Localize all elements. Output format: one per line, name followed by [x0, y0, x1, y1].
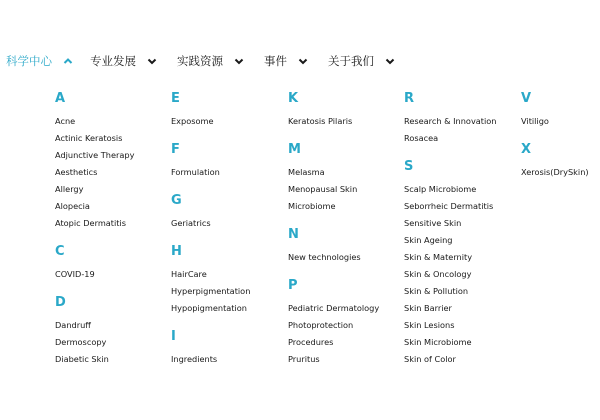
term-link[interactable]: Pruritus: [288, 354, 320, 364]
term-link[interactable]: Hypopigmentation: [171, 303, 247, 313]
term-link[interactable]: Seborrheic Dermatitis: [404, 201, 494, 211]
term-link[interactable]: Hyperpigmentation: [171, 286, 251, 296]
letter-heading: M: [288, 142, 301, 157]
letter-heading: I: [171, 329, 176, 344]
nav-item-label: 关于我们: [328, 54, 374, 68]
term-link[interactable]: Skin Lesions: [404, 320, 455, 330]
term-link[interactable]: Exposome: [171, 116, 214, 126]
letter-heading: D: [55, 295, 66, 310]
letter-heading: N: [288, 227, 299, 242]
letter-group: [55, 91, 134, 232]
term-link[interactable]: Skin Barrier: [404, 303, 452, 313]
term-link[interactable]: Melasma: [288, 167, 325, 177]
nav-item-about-us[interactable]: [328, 54, 395, 68]
nav-item-label: 科学中心: [6, 54, 52, 68]
letter-heading: E: [171, 91, 180, 106]
letter-heading: G: [171, 193, 182, 208]
glossary-column: [404, 91, 497, 368]
letter-group: [288, 142, 379, 215]
term-link[interactable]: Keratosis Pilaris: [288, 116, 353, 126]
chevron-down-icon: [298, 56, 308, 66]
glossary-column: [521, 91, 589, 181]
letter-group: [171, 91, 250, 130]
letter-heading: K: [288, 91, 299, 106]
term-link[interactable]: Formulation: [171, 167, 220, 177]
term-link[interactable]: Allergy: [55, 184, 84, 194]
term-link[interactable]: Aesthetics: [55, 167, 98, 177]
term-link[interactable]: Pediatric Dermatology: [288, 303, 380, 313]
glossary-column: [55, 91, 134, 368]
term-link[interactable]: HairCare: [171, 269, 207, 279]
chevron-down-icon: [147, 56, 157, 66]
glossary-column: [171, 91, 250, 368]
term-link[interactable]: Sensitive Skin: [404, 218, 462, 228]
nav-item-label: 专业发展: [90, 54, 136, 68]
term-link[interactable]: Xerosis(DrySkin): [521, 167, 589, 177]
term-link[interactable]: COVID-19: [55, 269, 95, 279]
term-link[interactable]: Atopic Dermatitis: [55, 218, 127, 228]
letter-group: [288, 227, 379, 266]
chevron-up-icon: [63, 56, 73, 66]
term-link[interactable]: Acne: [55, 116, 76, 126]
letter-group: [55, 244, 134, 283]
term-link[interactable]: Procedures: [288, 337, 334, 347]
letter-group: [55, 295, 134, 368]
term-link[interactable]: Diabetic Skin: [55, 354, 109, 364]
term-link[interactable]: Skin & Pollution: [404, 286, 469, 296]
term-link[interactable]: Dermoscopy: [55, 337, 107, 347]
chevron-down-icon: [385, 56, 395, 66]
letter-heading: P: [288, 278, 298, 293]
term-link[interactable]: Skin Microbiome: [404, 337, 472, 347]
term-link[interactable]: Microbiome: [288, 201, 336, 211]
chevron-down-icon: [234, 56, 244, 66]
letter-heading: X: [521, 142, 532, 157]
letter-group: [521, 91, 589, 130]
term-link[interactable]: Adjunctive Therapy: [55, 150, 135, 160]
glossary-column: [288, 91, 379, 368]
nav-item-events[interactable]: [264, 54, 308, 68]
letter-heading: V: [521, 91, 532, 106]
letter-group: [521, 142, 589, 181]
nav-item-practice-resources[interactable]: [177, 54, 244, 68]
letter-heading: F: [171, 142, 180, 157]
term-link[interactable]: Skin & Maternity: [404, 252, 473, 262]
term-link[interactable]: Photoprotection: [288, 320, 354, 330]
letter-heading: R: [404, 91, 415, 106]
letter-group: [171, 329, 250, 368]
term-link[interactable]: Research & Innovation: [404, 116, 497, 126]
term-link[interactable]: Geriatrics: [171, 218, 211, 228]
term-link[interactable]: Alopecia: [55, 201, 90, 211]
term-link[interactable]: Ingredients: [171, 354, 218, 364]
term-link[interactable]: Rosacea: [404, 133, 439, 143]
nav-item-label: 事件: [264, 54, 287, 68]
letter-group: [404, 91, 497, 147]
letter-group: [404, 159, 497, 368]
term-link[interactable]: New technologies: [288, 252, 361, 262]
letter-heading: H: [171, 244, 182, 259]
term-link[interactable]: Skin Ageing: [404, 235, 453, 245]
letter-group: [171, 193, 250, 232]
term-link[interactable]: Actinic Keratosis: [55, 133, 123, 143]
letter-heading: S: [404, 159, 414, 174]
letter-group: [171, 244, 250, 317]
letter-group: [171, 142, 250, 181]
term-link[interactable]: Vitiligo: [521, 116, 549, 126]
term-link[interactable]: Dandruff: [55, 320, 91, 330]
nav-item-science-center[interactable]: [6, 54, 73, 68]
letter-group: [288, 278, 379, 368]
term-link[interactable]: Skin of Color: [404, 354, 456, 364]
term-link[interactable]: Skin & Oncology: [404, 269, 472, 279]
letter-heading: A: [55, 91, 66, 106]
letter-heading: C: [55, 244, 65, 259]
letter-group: [288, 91, 379, 130]
nav-item-professional-development[interactable]: [90, 54, 157, 68]
term-link[interactable]: Menopausal Skin: [288, 184, 358, 194]
nav-item-label: 实践资源: [177, 54, 223, 68]
term-link[interactable]: Scalp Microbiome: [404, 184, 477, 194]
